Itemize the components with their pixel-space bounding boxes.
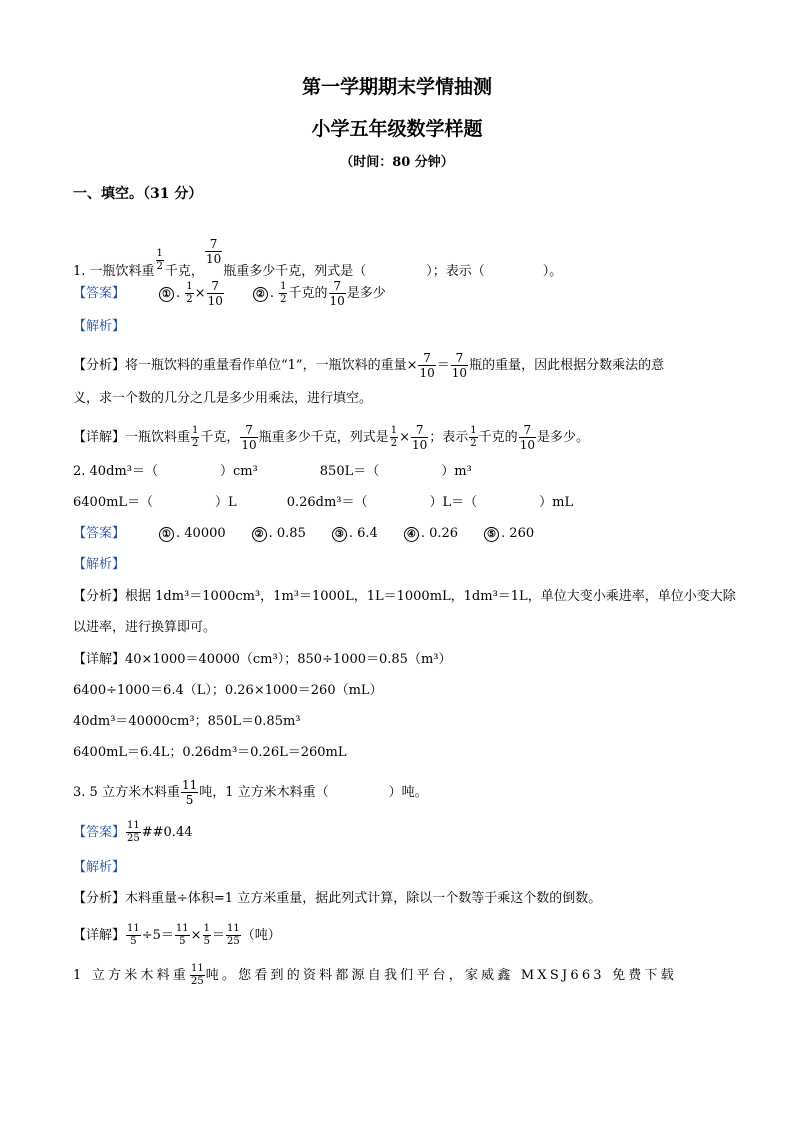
detail-label: 【详解】 (73, 652, 126, 667)
circled-number: ① (159, 527, 174, 542)
equals-sign: ＝ (211, 928, 225, 943)
q1-tail3: ）。 (542, 264, 563, 279)
q3-prefix: 3. 5 立方米木料重 (73, 785, 180, 800)
times-sign: × (399, 430, 410, 445)
fraction: $\frac{7}{10}$ (412, 423, 428, 452)
q3-answer (73, 821, 192, 844)
detail-label: 【详解】 (73, 928, 126, 943)
answer-label: 【答案】 (73, 286, 126, 301)
question-1 (73, 238, 562, 282)
q2-text: 0.26dm³＝（ (286, 495, 368, 510)
fraction: $\frac{11}{5}$ (127, 923, 140, 947)
q1-fenxi-line2: 义，求一个数的几分之几是多少用乘法，进行填空。 (73, 391, 373, 406)
question-2-line2 (73, 493, 573, 513)
q2-text: 2. 40dm³＝（ (73, 464, 158, 479)
q1-detail-text: ；表示 (429, 430, 469, 445)
q3-fenxi-text: 木料重量÷体积=1 立方米重量，据此列式计算，除以一个数等于乘这个数的倒数。 (125, 891, 602, 906)
fraction: $\frac{7}{10}$ (205, 237, 222, 266)
q2-detail-line4: 6400mL＝6.4L；0.26dm³＝0.26L＝260mL (73, 745, 347, 760)
q1-tail2: ）；表示（ (426, 264, 485, 279)
q3-detail-text: ÷5＝ (141, 928, 174, 943)
fraction: $\frac{1}{2}$ (186, 281, 193, 305)
q2-fenxi-text: 根据 1dm³＝1000cm³，1m³＝1000L，1L＝1000mL，1dm³＝1L，单位大变小乘进率，单位小变大除 (125, 589, 736, 604)
q3-conclusion-footer (73, 964, 677, 987)
q1-fenxi (73, 352, 664, 379)
q1-answer: 【答案】 ① . $\frac{1}{2}$ × $\frac{7}{10}$ ② . $\frac{1}{2}$ 千克的 $\frac{7}{10}$ 是多少 (73, 279, 386, 308)
analysis-label: 【解析】 (73, 860, 126, 875)
fraction: $\frac{1}{2}$ (156, 248, 163, 272)
analysis-label: 【解析】 (73, 319, 126, 334)
q2-text: ）L (215, 495, 237, 510)
q1-mid: 千克， (164, 264, 204, 279)
fraction: $\frac{1}{2}$ (470, 425, 477, 449)
fraction: $\frac{11}{5}$ (181, 778, 198, 807)
q1-detail (73, 424, 589, 451)
q2-answer-value: . 0.26 (420, 526, 459, 541)
q2-text: ）cm³ (219, 464, 258, 479)
q3-tail2: ）吨。 (388, 785, 428, 800)
fraction: $\frac{7}{10}$ (519, 423, 535, 452)
fraction: $\frac{7}{10}$ (419, 351, 435, 380)
q2-text: 6400mL＝（ (73, 495, 154, 510)
fraction: $\frac{11}{25}$ (127, 820, 140, 844)
answer-label: 【答案】 (73, 825, 126, 840)
q2-fenxi-line2: 以进率，进行换算即可。 (73, 620, 217, 635)
q1-tail: 瓶重多少千克，列式是（ (223, 264, 367, 279)
q3-detail-unit: （吨） (241, 928, 281, 943)
q2-text: ）mL (539, 495, 574, 510)
section-heading: 一、填空。（31 分） (73, 186, 203, 202)
page-subtitle: 小学五年级数学样题 (311, 118, 483, 140)
fraction: $\frac{7}{10}$ (207, 279, 223, 308)
q1-detail-text: 千克的 (478, 430, 518, 445)
fraction: $\frac{11}{25}$ (191, 963, 204, 987)
q1-detail-text: 一瓶饮料重 (125, 430, 191, 445)
q2-detail-line3: 40dm³＝40000cm³；850L＝0.85m³ (73, 714, 301, 729)
q2-detail-text: 40×1000＝40000（cm³）；850÷1000＝0.85（m³） (125, 652, 452, 667)
circled-number: ② (253, 287, 268, 302)
fraction: $\frac{7}{10}$ (451, 351, 468, 380)
q2-answer-value: . 6.4 (348, 526, 378, 541)
q3-foot-text: 1 立方米木料重 (73, 968, 190, 983)
q3-fenxi (73, 889, 601, 909)
q2-text: ）L＝（ (429, 495, 478, 510)
q2-text: 850L＝（ (319, 464, 380, 479)
q1-ans2-mid: 千克的 (288, 286, 328, 301)
q1-fenxi-text: 将一瓶饮料的重量看作单位“1”，一瓶饮料的重量× (125, 358, 418, 373)
times-sign: × (190, 928, 202, 943)
fraction: $\frac{7}{10}$ (241, 423, 257, 452)
q1-fenxi-text2: 瓶的重量，因此根据分数乘法的意 (469, 358, 665, 373)
q1-detail-text: 瓶重多少千克，列式是 (258, 430, 389, 445)
exam-time: （时间：80 分钟） (340, 155, 454, 170)
fraction: $\frac{1}{2}$ (390, 425, 398, 449)
fraction: $\frac{1}{2}$ (280, 281, 287, 305)
answer-label: 【答案】 (73, 526, 126, 541)
fraction: $\frac{1}{5}$ (203, 923, 210, 947)
circled-number: ② (252, 527, 267, 542)
equals-sign: ＝ (436, 358, 450, 373)
question-2-line1 (73, 462, 472, 482)
q1-detail-text: 是多少。 (536, 430, 589, 445)
fraction: $\frac{7}{10}$ (329, 279, 345, 308)
fraction: $\frac{11}{5}$ (175, 923, 189, 947)
times-sign: × (194, 286, 206, 301)
q2-answer-value: . 40000 (176, 526, 226, 541)
fraction: $\frac{1}{2}$ (192, 425, 199, 449)
fraction: $\frac{11}{25}$ (226, 923, 240, 947)
page-title: 第一学期期末学情抽测 (301, 76, 492, 98)
circled-number: ① (159, 287, 174, 302)
q1-detail-text: 千克， (200, 430, 240, 445)
question-3 (73, 779, 428, 806)
q2-fenxi (73, 587, 736, 607)
q3-answer-tail: ##0.44 (141, 825, 193, 840)
q2-answer-value: . 260 (501, 526, 535, 541)
q3-foot-text: 吨。您看到的资料都源自我们平台，家威鑫 MXSJ663 免费下载 (205, 968, 677, 983)
q2-answer (73, 524, 534, 544)
q2-text: ）m³ (441, 464, 472, 479)
circled-number: ④ (404, 527, 419, 542)
q3-detail (73, 924, 281, 947)
circled-number: ③ (332, 527, 347, 542)
q3-tail: 吨，1 立方米木料重（ (199, 785, 329, 800)
analysis-label: 【解析】 (73, 557, 126, 572)
q2-detail-line2: 6400÷1000＝6.4（L）；0.26×1000＝260（mL） (73, 683, 383, 698)
circled-number: ⑤ (484, 527, 499, 542)
q1-prefix: 1. 一瓶饮料重 (73, 264, 155, 279)
fenxi-label: 【分析】 (73, 589, 126, 604)
detail-label: 【详解】 (73, 430, 126, 445)
fenxi-label: 【分析】 (73, 358, 126, 373)
q1-ans2-tail: 是多少 (346, 286, 386, 301)
q2-detail (73, 650, 451, 670)
q2-answer-value: . 0.85 (268, 526, 306, 541)
fenxi-label: 【分析】 (73, 891, 126, 906)
